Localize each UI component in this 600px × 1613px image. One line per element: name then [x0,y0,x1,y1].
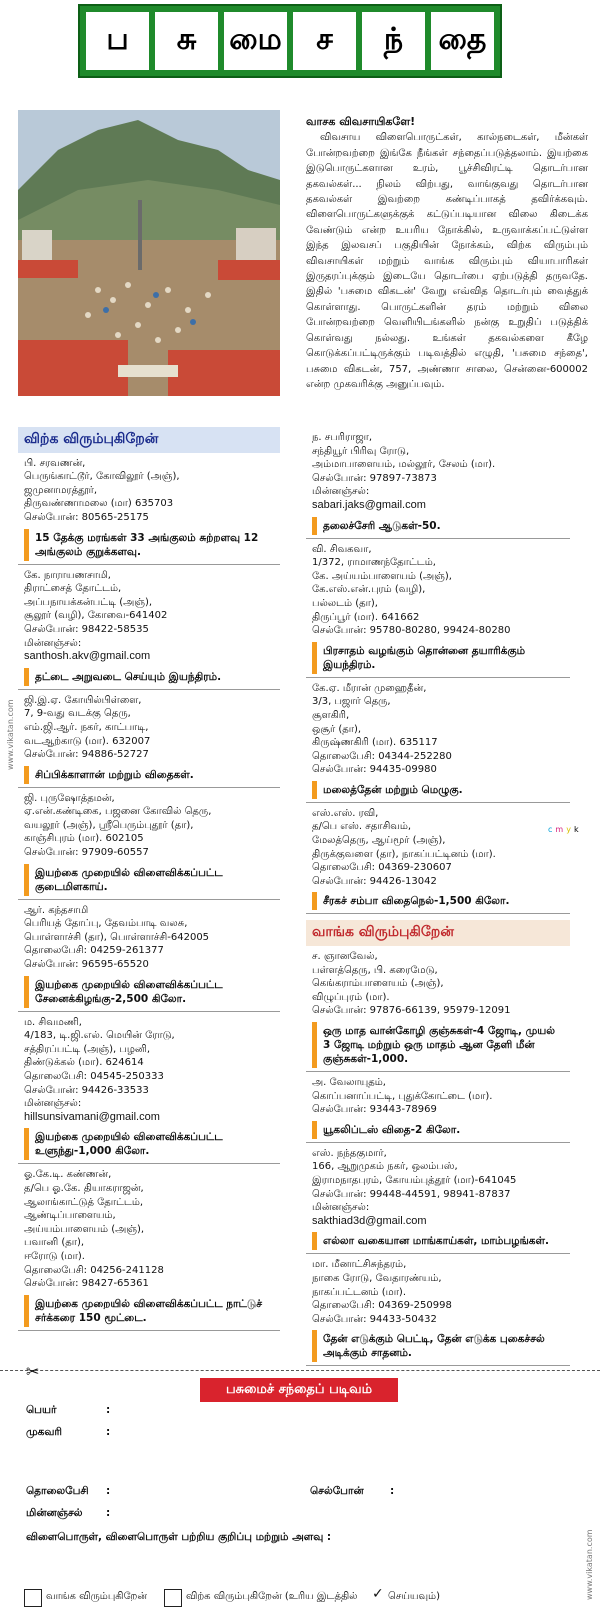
watermark-right: www.vikatan.com [585,1529,594,1600]
form-colon: : [106,1404,111,1416]
listing-line: அப்பநாயக்கன்பட்டி (அஞ்), [24,596,153,608]
listing-entry [18,1164,280,1290]
listing-line: பி. சரவணன், [24,457,86,469]
listing-line: 3/3, பஜார் தெரு, [312,696,391,708]
listing-line: செல்போன்: 94435-09980 [312,764,437,776]
listing-entry [18,690,280,762]
listing-line: பெரியத் தோப்பு, தேவம்பாடி வலசு, [24,918,188,930]
listing-entry [306,678,570,777]
buy-checkbox[interactable] [24,1589,42,1607]
listing-entry [306,1072,570,1117]
listing-entry [18,1012,280,1125]
listing-line: ஓ.கே.டி. கண்ணன், [24,1169,112,1181]
listing-entry [306,539,570,638]
listing-entry [306,803,570,889]
listing-line: சூலூர் (வழி), கோவை-641402 [24,610,168,622]
cut-line [0,1370,600,1371]
sell-option-end: செய்யவும்) [388,1591,440,1602]
listing-email[interactable]: santhosh.akv@gmail.com [24,650,151,663]
listing-line: ஜமுனாமரத்தூர், [24,484,98,496]
listing-item: ஒரு மாத வான்கோழி குஞ்சுகள்-4 ஜோடி, முயல் 3 ஜோடி மற்றும் ஒரு மாதம் ஆன தேளி மீன் குஞ்சுகள்-1,000. [312,1022,570,1068]
listing-item: இயற்கை முறையில் விளைவிக்கப்பட்ட நாட்டுச் சர்க்கரை 150 மூட்டை. [24,1295,280,1327]
listing-entry [18,565,280,664]
listing-line: கே.எஸ்.என்.புரம் (வழி), [312,584,426,596]
listing-line: நாகை ரோடு, வேதாரண்யம், [312,1272,442,1284]
listing-item: சிப்பிக்காளான் மற்றும் விதைகள். [24,766,280,784]
sell-option-label: விற்க விரும்புகிறேன் (உரிய இடத்தில் [186,1591,358,1602]
listing-line: தொலைபேசி: 04545-250333 [24,1071,164,1082]
listing-entry [306,946,570,1018]
right-column [306,427,570,1366]
listing-line: காஞ்சிபுரம் (மா). 602105 [24,833,144,845]
listing-item: யூகலிப்டஸ் விதை-2 கிலோ. [312,1121,570,1139]
listing-line: கே.ஏ. மீரான் முஹைதீன், [312,682,427,694]
listing-line: செல்போன்: 99448-44591, 98941-87837 [312,1188,511,1200]
listing-line: சூளகிரி, [312,709,350,721]
listing-line: செல்போன்: 94426-13042 [312,875,437,887]
intro-body: விவசாய விளைபொருட்கள், கால்நடைகள், மீன்கள் போன்றவற்றை இங்கே நீங்கள் சந்தைப்படுத்தலாம். இயற்கை இடுபொருட்களான உரம், பூச்சிவிரட்டி தொடர்பான தகவல்கள்... நிலம் விற்பது, வாங்குவது தொடர்பான தகவல்கள் இவற்றை கண்டிப்பாகத் தவிர்க்கவும். விளைபொருட்களுக்குக் கட்டுப்படியான விலை கிடைக்க வேண்டும் என்ற உயரிய நோக்கில், உருவாக்கப்பட்டுள்ள இந்த இலவசப் பகுதியின் நோக்கம், விற்க விரும்பும் விவசாயிகள் மற்றும் வாங்க விரும்பும் வியாபாரிகள் இருதரப்புக்கும் இடையே தொடர்பை ஏற்படுத்தி தருவதே. இதில் 'பசுமை விகடன்' வேறு எவ்வித தொடர்பும் வைத்துக் கொள்ளாது. பொருட்களின் தரம் மற்றும் விலை போன்றவற்றை வெளியிடங்களில் நன்கு உறுதிப் படுத்திக் கொள்வது நல்லது. உங்கள் தகவல்களை கீழே கொடுக்கப்பட்டிருக்கும் படிவத்தில் எழுதி, 'பசுமை சந்தை', பசுமை விகடன், 757, அண்ணா சாலை, சென்னை-600002 என்ற முகவரிக்கு அனுப்பவும். [306,132,588,390]
listing-line: செல்போன்: 97909-60557 [24,847,149,859]
listing-entry [306,1143,570,1229]
listing-line: 1/372, ராமாணந்தோட்டம், [312,557,436,569]
listing-line: செல்போன்: 98427-65361 [24,1278,149,1290]
listing-line: பெருங்காட்டூர், கோவிலூர் (அஞ்), [24,471,180,483]
listing-line: 7, 9-வது வடக்கு தெரு, [24,708,131,720]
listing-line: தொலைபேசி: 04344-252280 [312,750,452,762]
listing-line: அ. வேலாயுதம், [312,1077,386,1088]
cmyk-k: k [573,825,579,834]
listing-line: அம்மாபாளையம், மல்லூர், சேலம் (மா). [312,459,496,471]
listing-line: ஆர். கந்தசாமி [24,904,89,916]
listing-line: ஜி. புருஷோத்தமன், [24,792,115,804]
listing-line: கொப்பனாப்பட்டி, புதுக்கோட்டை (மா). [312,1090,493,1102]
intro-text [306,114,588,392]
divider [306,913,570,914]
listing-line: செல்போன்: 95780-80280, 99424-80280 [312,625,511,637]
listing-line: திருப்பூர் (மா). 641662 [312,611,420,623]
listing-line: திண்டுக்கல் (மா). 624614 [24,1057,144,1069]
listing-line: தொலைபேசி: 04259-261377 [24,945,164,957]
listing-line: பல்லடம் (தா), [312,597,378,609]
listing-line: அய்யம்பாளையம் (அஞ்), [24,1223,145,1235]
listing-line: மின்னஞ்சல்: [24,637,82,649]
tick-icon: ✓ [372,1586,384,1602]
listing-item: 15 தேக்கு மரங்கள் 33 அங்குலம் சுற்றளவு 12 அங்குலம் குறுக்களவு. [24,529,280,561]
divider [306,1365,570,1366]
listing-line: மின்னஞ்சல்: [312,486,370,498]
banner-letter: ச [293,12,356,70]
listing-line: செல்போன்: 94433-50432 [312,1313,437,1325]
listing-line: கிருஷ்ணகிரி (மா). 635117 [312,737,438,749]
listing-line: திருவண்ணாமலை (மா) 635703 [24,498,174,510]
listing-line: தொலைபேசி: 04256-241128 [24,1264,164,1276]
listing-line: மேலத்தெரு, ஆய்மூர் (அஞ்), [312,835,446,847]
listing-item: தட்டை அறுவடை செய்யும் இயந்திரம். [24,668,280,686]
listing-line: மா. மீனாட்சிசுந்தரம், [312,1259,407,1271]
listing-line: இராமநாதபுரம், கோயம்புத்தூர் (மா)-641045 [312,1174,517,1186]
listing-line: ஒசூர் (தா), [312,723,362,735]
form-colon: : [106,1507,111,1519]
banner-letter: சு [155,12,218,70]
banner-letter: தை [431,12,494,70]
market-photo [18,110,280,396]
listing-line: செல்போன்: 94426-33533 [24,1084,149,1096]
listing-line: தொலைபேசி: 04369-250998 [312,1300,452,1312]
listing-line: கே. நாராயணசாமி, [24,569,111,581]
listing-email[interactable]: hillsunsivamani@gmail.com [24,1110,160,1123]
cmyk-c: c [548,825,553,834]
form-address-label: முகவரி [26,1426,62,1438]
listing-line: செல்போன்: 97897-73873 [312,472,437,484]
listing-line: த/பெ ஓ.கே. தியாகராஜன், [24,1182,144,1194]
listing-entry [306,1254,570,1326]
listing-line: பவானி (தா), [24,1237,85,1249]
listing-line: ஜி.இ.ஏ. கோயில்பிள்ளை, [24,694,142,706]
listing-entry [18,900,280,972]
listing-item: சீரகச் சம்பா விதைநெல்-1,500 கிலோ. [312,892,570,910]
buy-option-label: வாங்க விரும்புகிறேன் [46,1591,148,1602]
form-email-label: மின்னஞ்சல் [26,1507,83,1519]
listing-line: மின்னஞ்சல்: [312,1202,370,1214]
listing-line: கே. அய்யம்பாளையம் (அஞ்), [312,570,452,582]
listing-item: பிரசாதம் வழங்கும் தொன்னை தயாரிக்கும் இயந்திரம். [312,642,570,674]
listing-item: மலைத்தேன் மற்றும் மெழுகு. [312,781,570,799]
form-colon: : [106,1426,111,1438]
listing-line: விழுப்புரம் (மா). [312,991,390,1003]
listing-line: ஆண்டிப்பாளையம், [24,1210,116,1222]
listing-line: ஏ.என்.கண்டிகை, பஜனை கோவில் தெரு, [24,806,212,818]
banner-letter: ப [86,12,149,70]
form-cell-label: செல்போன் [310,1485,364,1497]
form-title: பசுமைச் சந்தைப் படிவம் [200,1378,398,1402]
listing-line: செல்போன்: 96595-65520 [24,959,149,971]
form-phone-label: தொலைபேசி [26,1485,89,1497]
scissors-icon: ✂ [26,1362,40,1381]
cmyk-m: m [555,825,564,834]
buy-heading: வாங்க விரும்புகிறேன் [306,920,570,946]
sell-checkbox[interactable] [164,1589,182,1607]
divider [18,1330,280,1331]
listing-line: தொலைபேசி: 04369-230607 [312,862,452,874]
banner [78,4,502,78]
listing-item: இயற்கை முறையில் விளைவிக்கப்பட்ட உளுந்து-1,000 கிலோ. [24,1128,280,1160]
listing-line: வடஆற்காடு (மா). 632007 [24,735,151,747]
listing-line: எஸ். நந்தகுமார், [312,1147,387,1159]
listing-line: ஈரோடு (மா). [24,1250,85,1262]
listing-line: சத்திரப்பட்டி (அஞ்), பழனி, [24,1043,151,1055]
listing-line: வி. சிவகவா, [312,543,372,555]
watermark-left: www.vikatan.com [6,699,15,770]
listing-line: எம்.ஜி.ஆர். நகர், காட்பாடி, [24,721,149,733]
form-colon: : [106,1485,111,1497]
sell-column [18,427,280,1331]
listing-email[interactable]: sabari.jaks@gmail.com [312,498,426,511]
listing-line: பள்ளத்தெரு, பி. கரைமேடு, [312,964,438,976]
listing-line: ந. சபரிராஜா, [312,432,373,443]
listing-line: திராட்சைத் தோட்டம், [24,583,122,595]
listing-line: கெங்கராம்பாளையம் (அஞ்), [312,978,444,990]
listing-line: ஆலாங்காட்டுத் தோட்டம், [24,1196,144,1208]
listing-item: இயற்கை முறையில் விளைவிக்கப்பட்ட குடைமிளகாய். [24,864,280,896]
listing-line: செல்போன்: 97876-66139, 95979-12091 [312,1005,511,1017]
listing-item: தேன் எடுக்கும் பெட்டி, தேன் எடுக்க புகைச்சல் அடிக்கும் சாதனம். [312,1330,570,1362]
listing-line: மின்னஞ்சல்: [24,1098,82,1110]
listing-entry [18,453,280,525]
listing-item: எல்லா வகையான மாங்காய்கள், மாம்பழங்கள். [312,1232,570,1250]
cmyk-marks [548,825,582,834]
banner-letter: ந் [362,12,425,70]
listing-item: தலைச்சேரி ஆடுகள்-50. [312,517,570,535]
banner-letter: மை [224,12,287,70]
listing-line: நாகப்பட்டனம் (மா). [312,1286,407,1298]
sell-heading: விற்க விரும்புகிறேன் [18,427,280,453]
listing-line: ம. சிவமணி, [24,1016,82,1028]
listing-line: பொள்ளாச்சி (தா), பொள்ளாச்சி-642005 [24,931,210,943]
form-product-label: விளைபொருள், விளைபொருள் பற்றிய குறிப்பு மற்றும் அளவு : [26,1531,332,1543]
listing-item: இயற்கை முறையில் விளைவிக்கப்பட்ட சேனைக்கிழங்கு-2,500 கிலோ. [24,976,280,1008]
listing-line: செல்போன்: 80565-25175 [24,511,149,523]
listing-line: ச. ஞானவேல், [312,951,378,963]
form-colon: : [390,1485,395,1497]
listing-line: 4/183, டி.ஜி.எல். மெயின் ரோடு, [24,1030,175,1042]
listing-line: வயலூர் (அஞ்), ஸ்ரீபெரும்புதூர் (தா), [24,819,194,831]
listing-line: 166, ஆறுமுகம் நகர், ஒலம்பஸ், [312,1161,458,1173]
listing-line: த/பெ எஸ். சதாசிவம், [312,821,412,833]
listing-line: எஸ்.எஸ். ரவி, [312,807,379,819]
form-name-label: பெயர் [26,1404,57,1416]
listing-entry [18,788,280,860]
intro-greeting: வாசக விவசாயிகளே! [306,115,416,128]
listing-entry [306,427,570,513]
cmyk-y: y [566,825,571,834]
listing-line: சந்தியூர் பிரிவு ரோடு, [312,445,410,457]
listing-line: செல்போன்: 98422-58535 [24,623,149,635]
listing-line: திருக்குவளை (தா), நாகப்பட்டினம் (மா). [312,848,496,860]
listing-line: செல்போன்: 94886-52727 [24,749,149,761]
listing-line: செல்போன்: 93443-78969 [312,1104,437,1116]
listing-email[interactable]: sakthiad3d@gmail.com [312,1214,427,1227]
